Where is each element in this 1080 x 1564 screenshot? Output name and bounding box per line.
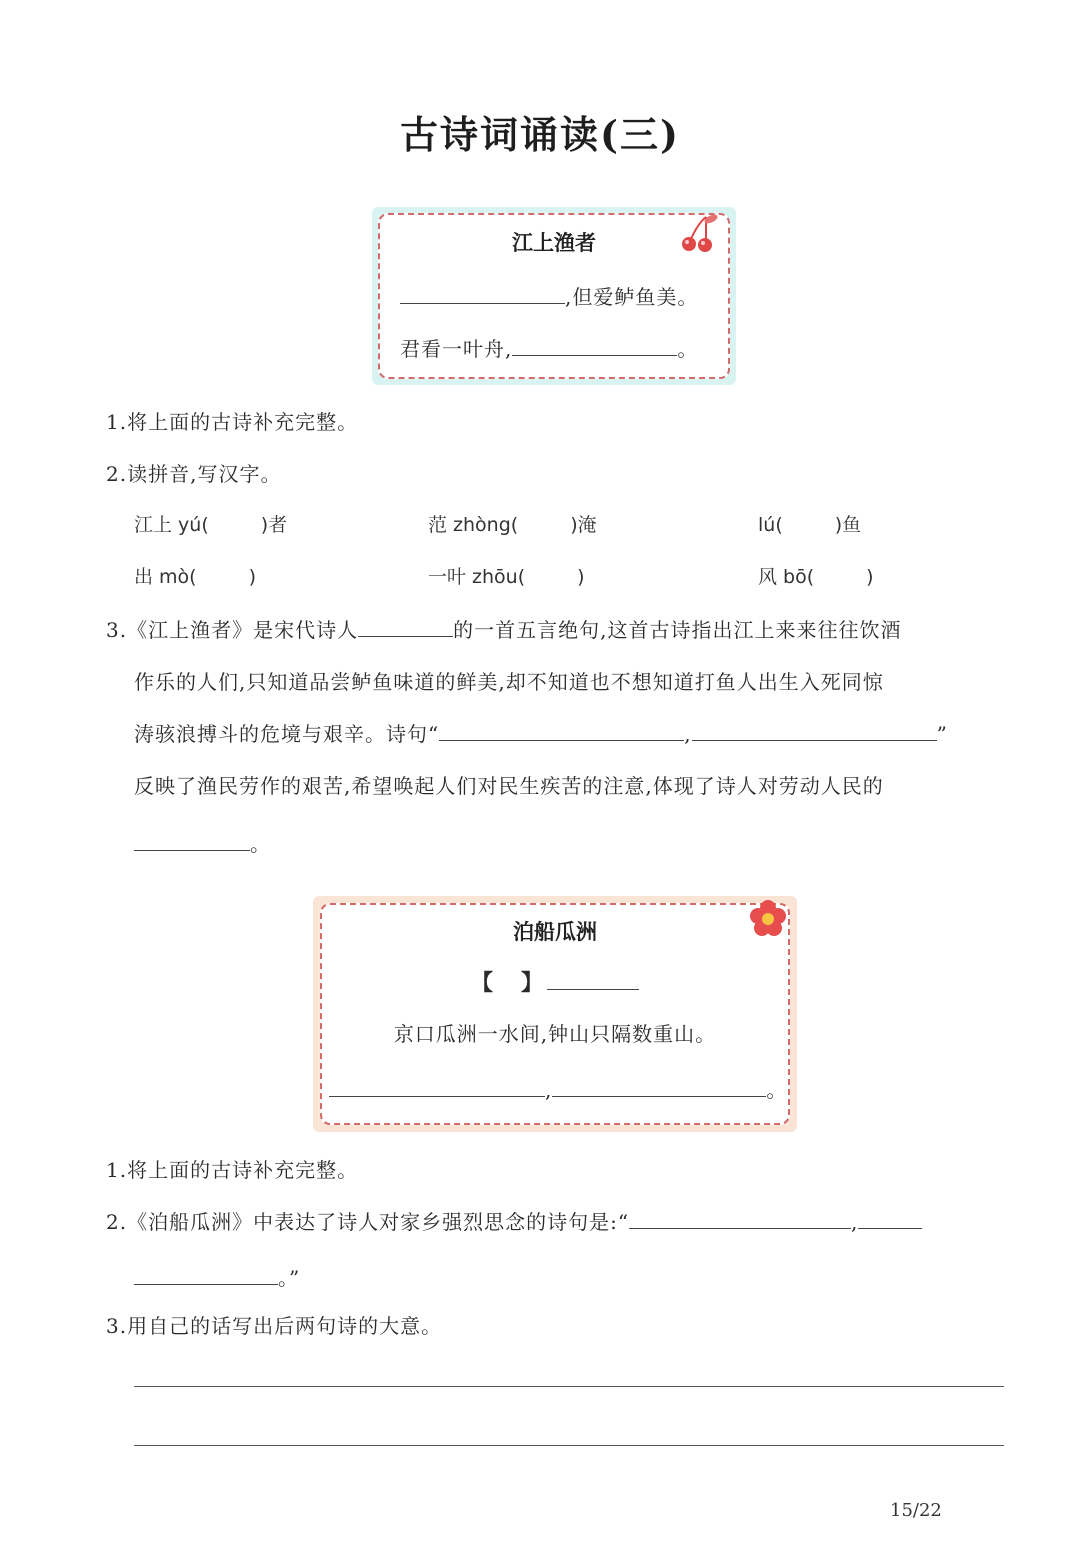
answer-line[interactable]	[134, 1386, 1004, 1387]
pinyin-item: 出 mò( )	[134, 566, 257, 588]
poem-line-1: 京口瓜洲一水间,钟山只隔数重山。	[393, 1022, 717, 1046]
poem-line-2	[400, 333, 698, 362]
pinyin-item: 范 zhòng( )淹	[428, 514, 597, 536]
page-number: 15/22	[890, 1500, 942, 1521]
question-1-3-line: 。	[134, 828, 271, 857]
author-line: 【 】	[471, 966, 639, 997]
question-1-3-line: 涛骇浪搏斗的危境与艰辛。诗句“ , ”	[134, 722, 948, 746]
question-1-2: 2.读拼音,写汉字。	[106, 462, 282, 486]
answer-blank[interactable]	[552, 1095, 766, 1097]
poem-card-jiangshang	[372, 207, 736, 385]
pinyin-item: 一叶 zhōu( )	[428, 566, 585, 588]
question-1-1: 1.将上面的古诗补充完整。	[106, 410, 359, 434]
answer-blank[interactable]	[439, 739, 684, 741]
poem-card-bochuan	[313, 896, 797, 1132]
poem-line-2: , 。	[329, 1074, 787, 1103]
poem-line-1	[400, 281, 698, 310]
poem-text: ,但爱鲈鱼美。	[565, 285, 699, 309]
page-title: 古诗词诵读(三)	[400, 112, 680, 157]
answer-blank[interactable]	[858, 1227, 922, 1229]
answer-blank[interactable]	[134, 849, 250, 851]
pinyin-item: 风 bō( )	[758, 566, 874, 588]
question-1-3-line: 作乐的人们,只知道品尝鲈鱼味道的鲜美,却不知道也不想知道打鱼人出生入死同惊	[134, 670, 884, 694]
answer-blank[interactable]	[400, 302, 565, 304]
pinyin-item: lú( )鱼	[758, 514, 862, 536]
poem-title: 泊船瓜洲	[513, 920, 597, 944]
question-1-3-line: 反映了渔民劳作的艰苦,希望唤起人们对民生疾苦的注意,体现了诗人对劳动人民的	[134, 774, 884, 798]
question-1-3: 3.《江上渔者》是宋代诗人 的一首五言绝句,这首古诗指出江上来来往往饮酒	[106, 618, 902, 642]
question-2-2-cont: 。”	[134, 1262, 300, 1291]
question-2-3: 3.用自己的话写出后两句诗的大意。	[106, 1314, 443, 1338]
answer-blank[interactable]	[134, 1283, 278, 1285]
answer-blank[interactable]	[692, 739, 937, 741]
question-2-1: 1.将上面的古诗补充完整。	[106, 1158, 359, 1182]
poem-title: 江上渔者	[512, 231, 596, 255]
answer-blank[interactable]	[629, 1227, 851, 1229]
poem-text: 。	[677, 337, 699, 361]
flower-icon	[747, 898, 789, 940]
answer-blank[interactable]	[329, 1095, 545, 1097]
answer-blank[interactable]	[512, 354, 677, 356]
question-2-2: 2.《泊船瓜洲》中表达了诗人对家乡强烈思念的诗句是:“ ,	[106, 1206, 922, 1235]
answer-blank[interactable]	[358, 635, 453, 637]
poem-text: 君看一叶舟,	[400, 337, 513, 361]
author-blank[interactable]	[547, 988, 639, 990]
cherry-icon	[676, 211, 722, 257]
pinyin-item: 江上 yú( )者	[134, 514, 288, 536]
answer-line[interactable]	[134, 1445, 1004, 1446]
